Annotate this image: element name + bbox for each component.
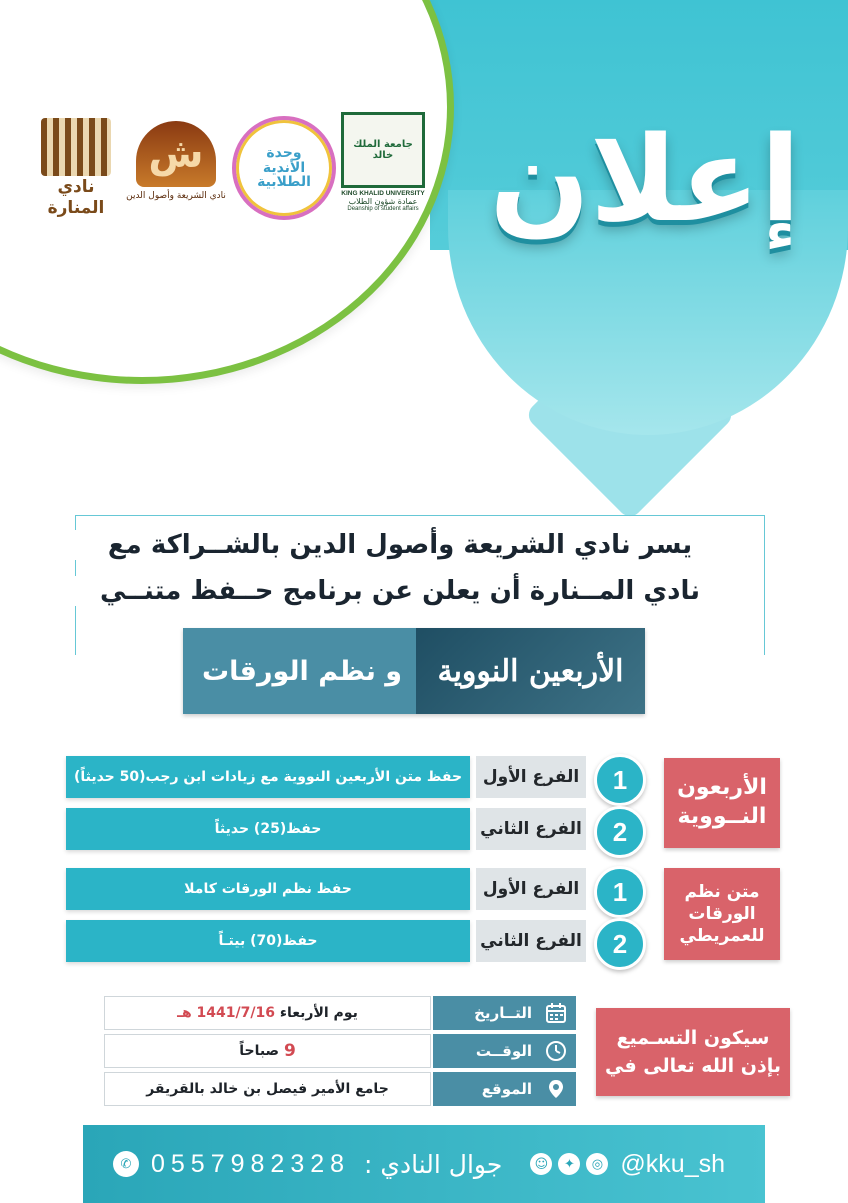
time-value	[104, 1034, 431, 1068]
category-box-arbaeen	[664, 758, 780, 848]
phone-group	[83, 1150, 502, 1179]
time-row	[104, 1034, 576, 1068]
unit-logo-line3: الطلابية	[257, 174, 311, 191]
category-box-waraqat	[664, 868, 780, 960]
whatsapp-icon[interactable]: ✆	[113, 1151, 139, 1177]
date-value	[104, 996, 431, 1030]
branch-description: حفظ نظم الورقات كاملا	[66, 868, 470, 910]
sharia-club-logo	[120, 108, 232, 214]
branch-label: الفرع الأول	[476, 868, 586, 910]
intro-line-1: يسر نادي الشريعة وأصول الدين بالشــراكة مع	[60, 530, 740, 560]
location-row	[104, 1072, 576, 1106]
date-day: يوم الأربعاء	[279, 1005, 358, 1021]
student-clubs-unit-logo	[232, 116, 336, 220]
phone-number[interactable]: 0557982328	[151, 1149, 351, 1178]
branch-label: الفرع الثاني	[476, 808, 586, 850]
branch-row	[66, 920, 628, 962]
location-label: الموقع	[481, 1080, 532, 1098]
date-label-box	[433, 996, 576, 1030]
location-pin-icon	[544, 1077, 568, 1101]
instagram-icon[interactable]: ◎	[586, 1153, 608, 1175]
branch-number: 1	[594, 866, 646, 918]
recitation-line2: بإذن الله تعالى في	[604, 1055, 782, 1077]
time-period: صباحاً	[239, 1043, 280, 1059]
branch-number: 2	[594, 806, 646, 858]
date-hijri: 1441/7/16 هـ	[177, 1005, 275, 1021]
category-title-line1: الأربعون	[677, 775, 767, 801]
intro-line-2: نادي المــنارة أن يعلن عن برنامج حــفظ متنــي	[60, 576, 740, 606]
twitter-icon[interactable]: ✦	[558, 1153, 580, 1175]
social-group	[530, 1150, 765, 1179]
branch-row	[66, 868, 628, 910]
time-label: الوقــت	[475, 1042, 532, 1060]
date-label: التــاريخ	[474, 1004, 532, 1022]
branch-number: 2	[594, 918, 646, 970]
branch-description: حفظ متن الأربعين النووية مع زيادات ابن رجب(50 حديثاً)	[66, 756, 470, 798]
manara-emblem	[41, 118, 111, 176]
kku-english-name: KING KHALID UNIVERSITY	[341, 190, 425, 197]
location-label-box	[433, 1072, 576, 1106]
phone-label: جوال النادي :	[364, 1149, 503, 1179]
sharia-emblem: ش	[136, 121, 216, 187]
snapchat-icon[interactable]: ☺	[530, 1153, 552, 1175]
unit-logo-line2: الأندية	[262, 159, 306, 176]
program-second-text: و نظم الورقات	[202, 655, 403, 687]
branch-number: 1	[594, 754, 646, 806]
recitation-line1: سيكون التسـميع	[616, 1026, 770, 1049]
calendar-icon	[544, 1001, 568, 1025]
kku-emblem: جامعة الملك خالد	[341, 112, 425, 188]
category-title-line2: النــووية	[677, 804, 767, 829]
date-row	[104, 996, 576, 1030]
time-label-box	[433, 1034, 576, 1068]
clock-icon	[544, 1039, 568, 1063]
category-title-line2: الورقات	[688, 903, 756, 924]
branch-row	[66, 756, 628, 798]
manara-club-logo	[34, 118, 118, 218]
recitation-box	[596, 1008, 790, 1096]
program-calligraphy: الأربعين النووية	[416, 628, 645, 714]
category-title-line3: للعمريطي	[679, 926, 765, 947]
page-title: إعلان	[489, 110, 801, 248]
kku-logo	[338, 112, 428, 212]
time-hour: 9	[283, 1041, 296, 1061]
manara-name-line2: المنارة	[47, 198, 105, 219]
social-handle[interactable]: @kku_sh	[620, 1149, 725, 1178]
footer-content	[83, 1125, 765, 1203]
category-title-line1: متن نظم	[684, 881, 760, 902]
kku-deanship-arabic: عمادة شؤون الطلاب	[348, 197, 418, 206]
kku-deanship-english: Deanship of student affairs	[347, 206, 419, 212]
sharia-club-name: نادي الشريعة وأصول الدين	[126, 191, 226, 201]
location-value: جامع الأمير فيصل بن خالد بالقريقر	[104, 1072, 431, 1106]
branch-label: الفرع الأول	[476, 756, 586, 798]
branch-description: حفظ(70) بيتـاً	[66, 920, 470, 962]
branch-label: الفرع الثاني	[476, 920, 586, 962]
unit-logo-line1: وحدة	[266, 144, 302, 161]
manara-name-line1: نادي	[57, 177, 95, 198]
branch-row	[66, 808, 628, 850]
branch-description: حفظ(25) حديثاً	[66, 808, 470, 850]
